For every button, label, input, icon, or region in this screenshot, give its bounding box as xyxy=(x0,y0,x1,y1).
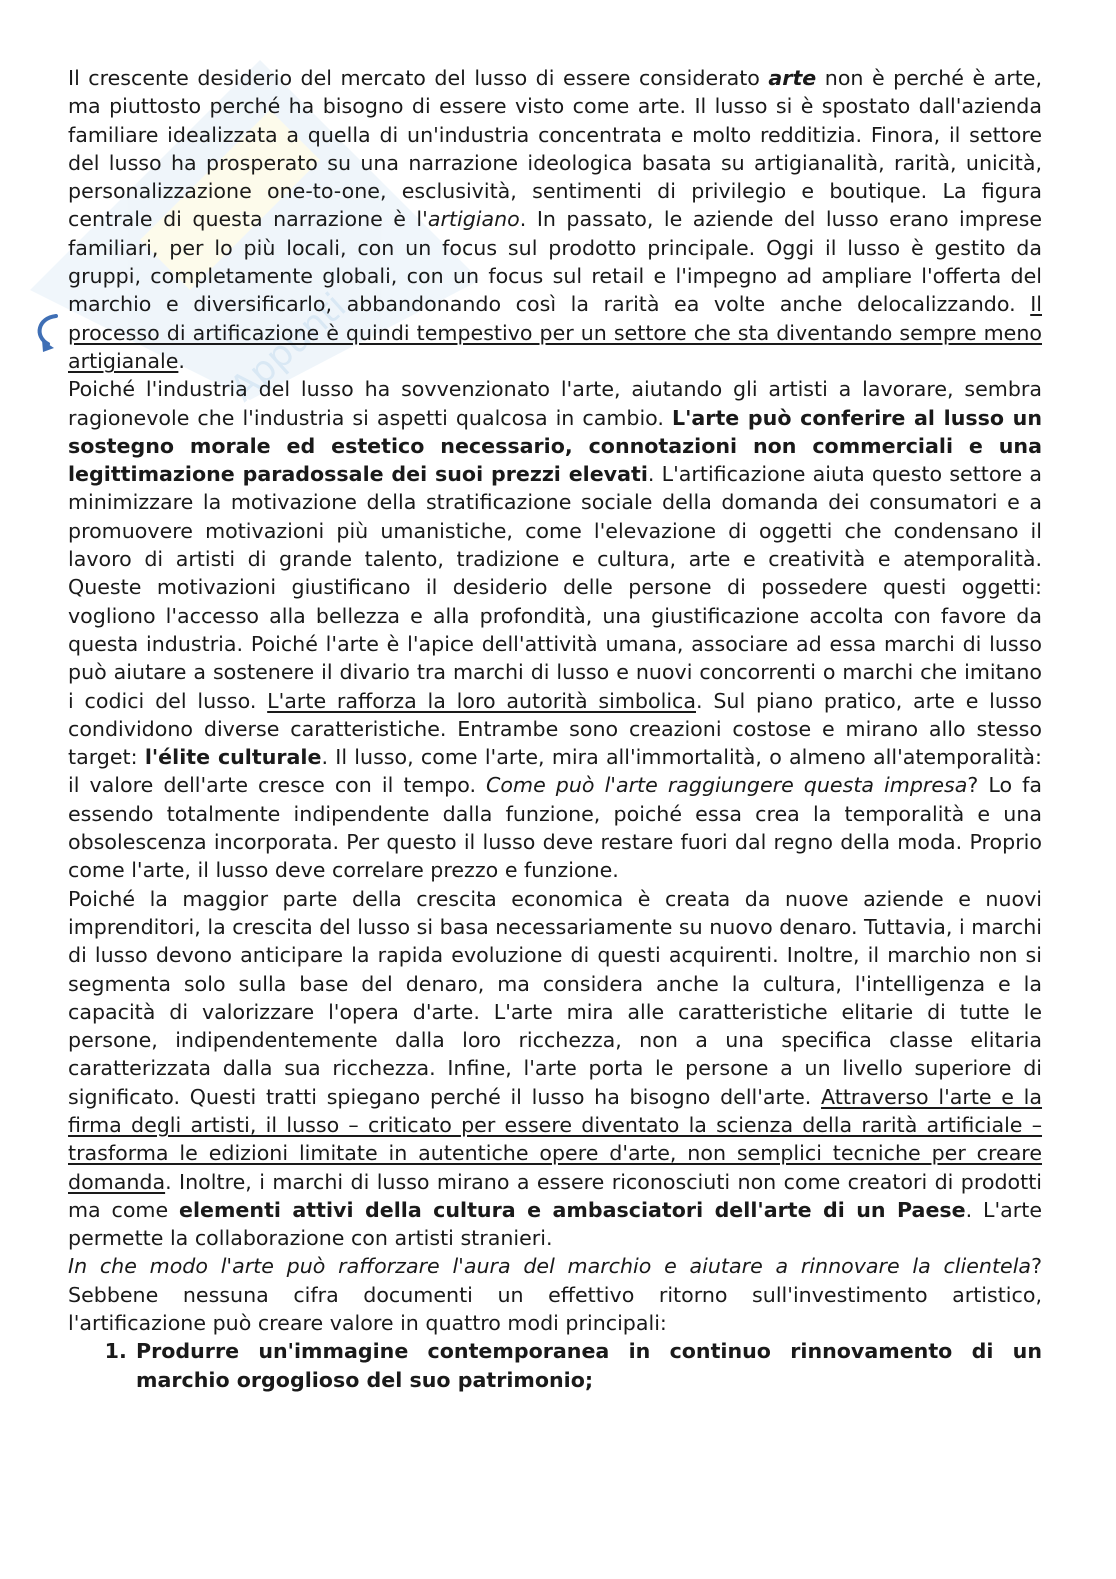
text-run: . Sul piano pratico, arte e lusso condividono diverse caratteristiche. Entrambe sono creazioni costose e mirano allo stesso target: xyxy=(68,688,1042,770)
text-run: Il crescente desiderio del mercato del lusso di essere considerato xyxy=(68,66,769,90)
numbered-list xyxy=(68,1337,1042,1394)
watermark-text: Appunti xyxy=(222,285,355,410)
text-run: Poiché la maggior parte della crescita economica è creata da nuove aziende e nuovi imprenditori, la crescita del lusso si basa necessariamente su nuovo denaro. Tuttavia, i marchi di lusso devono anticipare la rapida evoluzione di questi acquirenti. Inoltre, il marchio non si segmenta solo sulla base del denaro, ma considera anche la cultura, l'intelligenza e la capacità di valorizzare l'opera d'arte. L'arte mira alle caratteristiche elitarie di tutte le persone, indipendentemente dalla loro ricchezza, non a una specifica classe elitaria caratterizzata dalla sua ricchezza. Infine, l'arte porta le persone a un livello superiore di significato. Questi tratti spiegano perché il lusso ha bisogno dell'arte. xyxy=(68,886,1042,1109)
underlined-text: L'arte rafforza la loro autorità simbolica xyxy=(267,688,696,713)
underlined-text: Il processo di artificazione è quindi tempestivo per un settore che sta diventando sempre meno artigianale xyxy=(68,292,1042,373)
text-run: . Inoltre, i marchi di lusso mirano a essere riconosciuti non come creatori di prodotti ma come xyxy=(68,1169,1042,1222)
text-run: . In passato, le aziende del lusso erano imprese familiari, per lo più locali, con un focus sul prodotto principale. Oggi il lusso è gestito da gruppi, completamente globali, con un focus sul retail e l'impegno ad ampliare l'offerta del marchio e diversificarlo, abbandonando così la rarità ea volte anche delocalizzando. xyxy=(68,207,1042,317)
paragraph xyxy=(68,885,1042,1253)
text-run: non è perché è arte, ma piuttosto perché ha bisogno di essere visto come arte. Il lusso si è spostato dall'azienda familiare idealizzata a quella di un'industria concentrata e molto redditizia. Finora, il settore del lusso ha prosperato su una narrazione ideologica basata su artigianalità, rarità, unicità, personalizzazione one-to-one, esclusività, sentimenti di privilegio e boutique. La figura centrale di questa narrazione è l' xyxy=(68,66,1042,232)
text-run: . L'arte permette la collaborazione con artisti stranieri. xyxy=(68,1197,1042,1251)
text-run: ? Lo fa essendo totalmente indipendente dalla funzione, poiché essa crea la temporalità e una obsolescenza incorporata. Per questo il lusso deve restare fuori dal regno della moda. Proprio come l'arte, il lusso deve correlare prezzo e funzione. xyxy=(68,773,1043,883)
list-item: 1. Produrre un'immagine contemporanea in continuo rinnovamento di un marchio orgoglioso del suo patrimonio; xyxy=(134,1337,1042,1394)
paragraph-container xyxy=(68,64,1042,1337)
text-run: . Il lusso, come l'arte, mira all'immortalità, o almeno all'atemporalità: il valore dell'arte cresce con il tempo. xyxy=(68,745,1042,798)
underlined-text: Attraverso l'arte e la firma degli artisti, il lusso – criticato per essere diventato la scienza della rarità artificiale – trasforma le edizioni limitate in autentiche opere d'arte, non semplici tecniche per creare domanda xyxy=(68,1084,1043,1194)
text-run: ? Sebbene nessuna cifra documenti un effettivo ritorno sull'investimento artistico, l'artificazione può creare valore in quattro modi principali: xyxy=(68,1254,1042,1336)
text-run: . xyxy=(178,348,185,373)
paragraph xyxy=(68,1252,1042,1337)
italic-text: Come può l'arte raggiungere questa impresa xyxy=(486,773,968,798)
paragraph xyxy=(68,375,1042,884)
italic-text: artigiano xyxy=(427,207,520,232)
text-run: Poiché l'industria del lusso ha sovvenzionato l'arte, aiutando gli artisti a lavorare, sembra ragionevole che l'industria si aspetti qualcosa in cambio. xyxy=(68,377,1042,430)
bold-text: arte xyxy=(768,66,817,90)
bold-text: L'arte può conferire al lusso un sostegno morale ed estetico necessario, connotazioni non commerciali e una legittimazione paradossale dei suoi prezzi elevati xyxy=(68,405,1042,487)
italic-text: In che modo l'arte può rafforzare l'aura del marchio e aiutare a rinnovare la clientela xyxy=(68,1254,1032,1279)
text-run: . L'artificazione aiuta questo settore a minimizzare la motivazione della stratificazione sociale della domanda dei consumatori e a promuovere motivazioni più umanistiche, come l'elevazione di oggetti che condensano il lavoro di artisti di grande talento, tradizione e cultura, arte e creatività e atemporalità. Queste motivazioni giustificano il desiderio delle persone di possedere questi oggetti: vogliono l'accesso alla bellezza e alla profondità, una giustificazione accolta con favore da questa industria. Poiché l'arte è l'apice dell'attività umana, associare ad essa marchi di lusso può aiutare a sostenere il divario tra marchi di lusso e nuovi concorrenti o marchi che imitano i codici del lusso. xyxy=(68,462,1042,713)
paragraph xyxy=(68,64,1042,375)
document-body xyxy=(68,64,1042,1394)
bold-text: l'élite culturale xyxy=(144,745,322,770)
curved-arrow-icon xyxy=(30,310,70,354)
bold-text: elementi attivi della cultura e ambasciatori dell'arte di un Paese xyxy=(178,1197,966,1222)
